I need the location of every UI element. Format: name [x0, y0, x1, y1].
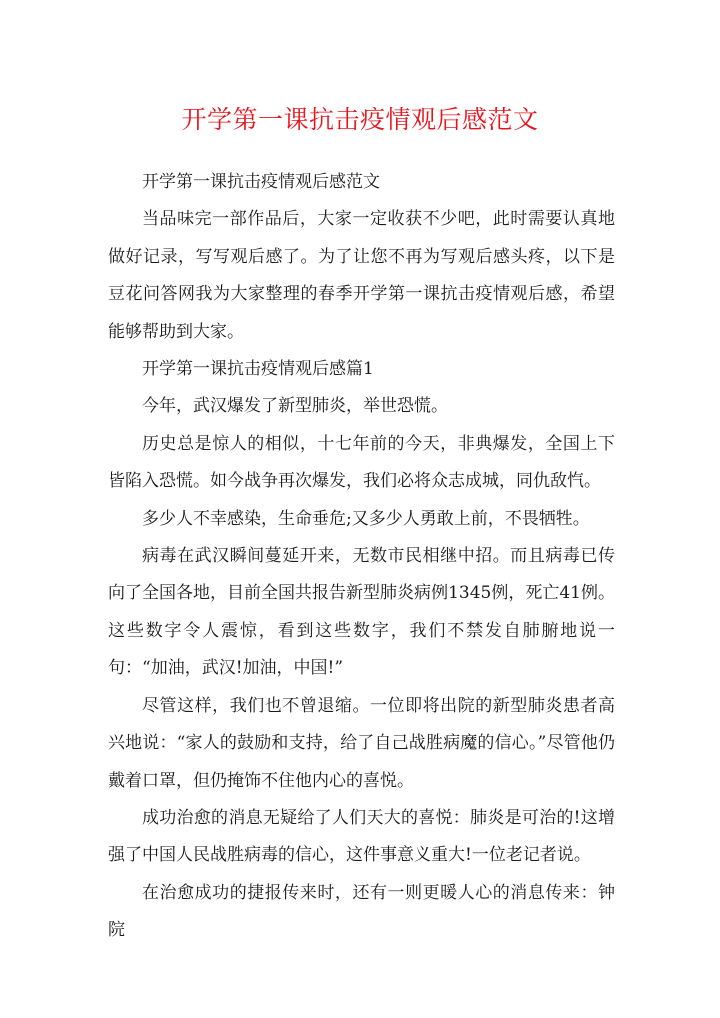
paragraph: 在治愈成功的捷报传来时，还有一则更暖人心的消息传来：钟院 — [108, 882, 615, 941]
paragraph: 病毒在武汉瞬间蔓延开来，无数市民相继中招。而且病毒已传向了全国各地，目前全国共报告新型肺炎病例1345例，死亡41例。这些数字令人震惊，看到这些数字，我们不禁发自肺腑地说一句：“加油，武汉!加油，中国!” — [108, 546, 615, 679]
paragraph: 今年，武汉爆发了新型肺炎，举世恐慌。 — [142, 396, 448, 417]
paragraph-intro: 当品味完一部作品后，大家一定收获不少吧，此时需要认真地做好记录，写写观后感了。为了让您不再为写观后感头疼，以下是豆花问答网我为大家整理的春季开学第一课抗击疫情观后感，希望能够帮助到大家。 — [108, 209, 615, 342]
document-title: 开学第一课抗击疫情观后感范文 — [181, 105, 539, 134]
section-heading: 开学第一课抗击疫情观后感篇1 — [142, 359, 374, 380]
paragraph: 尽管这样，我们也不曾退缩。一位即将出院的新型肺炎患者高兴地说：“家人的鼓励和支持，给了自己战胜病魔的信心。”尽管他仍戴着口罩，但仍掩饰不住他内心的喜悦。 — [108, 695, 615, 791]
paragraph-subtitle: 开学第一课抗击疫情观后感范文 — [142, 172, 380, 192]
paragraph: 多少人不幸感染，生命垂危;又多少人勇敢上前，不畏牺牲。 — [142, 508, 590, 529]
paragraph: 成功治愈的消息无疑给了人们天大的喜悦：肺炎是可治的!这增强了中国人民战胜病毒的信心，这件事意义重大!一位老记者说。 — [108, 807, 615, 866]
document-body — [108, 164, 615, 950]
paragraph: 历史总是惊人的相似，十七年前的今天，非典爆发，全国上下皆陷入恐慌。如今战争再次爆发，我们必将众志成城，同仇敌忾。 — [108, 433, 615, 492]
